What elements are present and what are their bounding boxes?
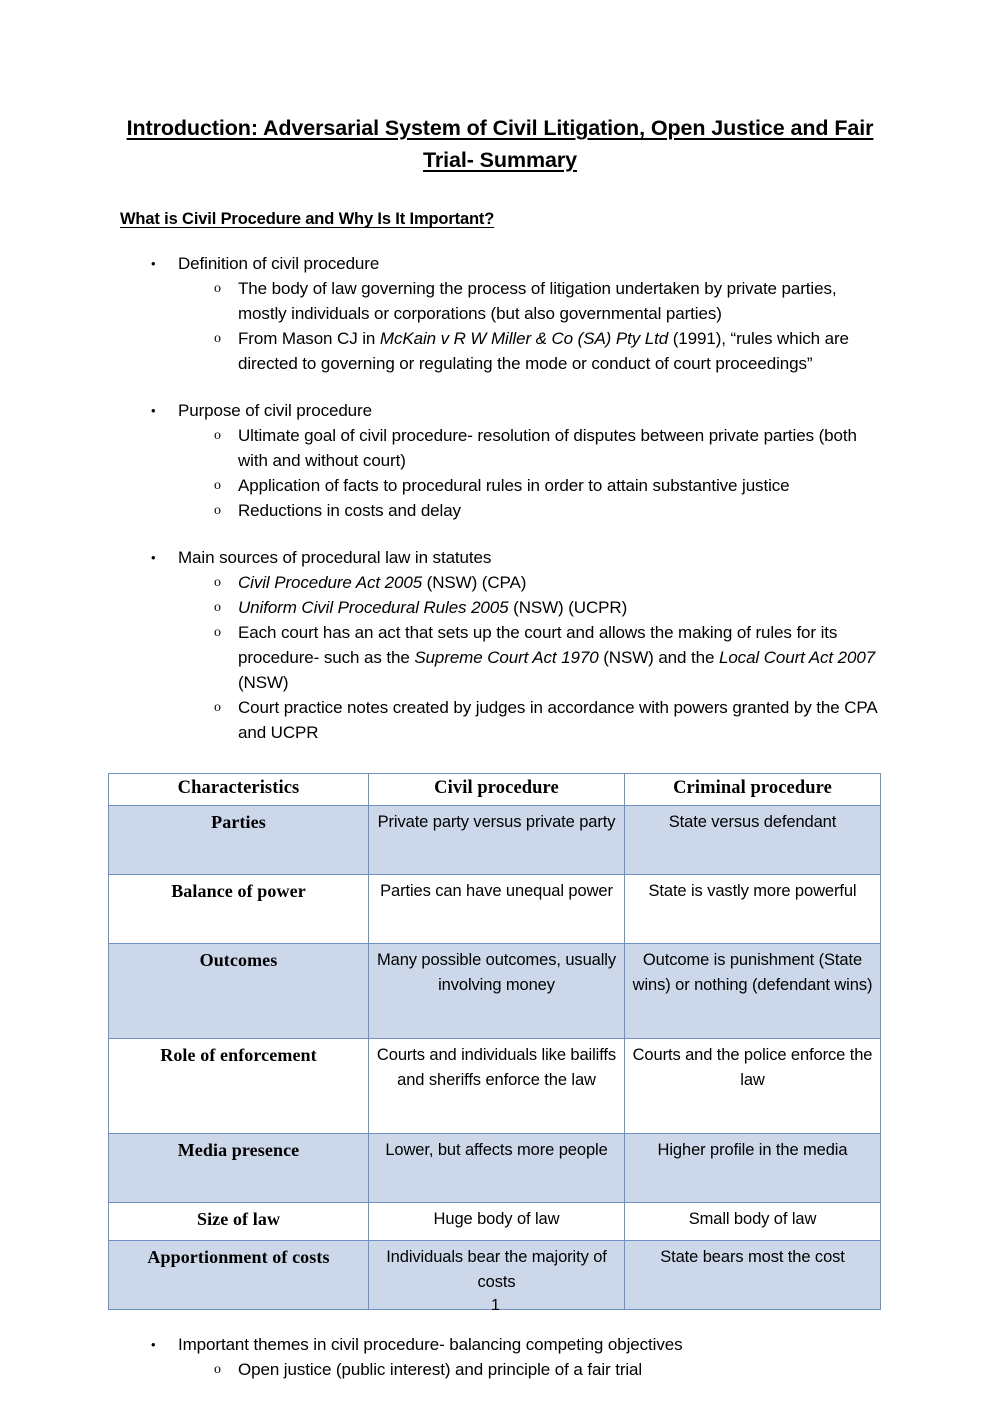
bullet-circle-icon: o	[214, 575, 221, 590]
table-cell-characteristic: Media presence	[109, 1134, 369, 1203]
bullet-level-2	[120, 498, 880, 523]
bullet-group	[120, 251, 880, 376]
table-cell-characteristic: Apportionment of costs	[109, 1241, 369, 1310]
table-cell-characteristic: Balance of power	[109, 875, 369, 944]
table-row	[109, 875, 881, 944]
bullet-level-2	[120, 326, 880, 376]
table-cell-civil: Private party versus private party	[369, 806, 625, 875]
bullet-circle-icon: o	[214, 600, 221, 615]
bullet-level-2	[120, 276, 880, 326]
bullet-level-2-text: From Mason CJ in McKain v R W Miller & Co (SA) Pty Ltd (1991), “rules which are directed to governing or regulating the mode or conduct of court proceedings”	[238, 329, 849, 373]
bullet-level-2	[120, 473, 880, 498]
bullet-dot-icon: •	[151, 403, 156, 418]
table-header-criminal: Criminal procedure	[625, 774, 881, 806]
table-cell-civil: Individuals bear the majority of costs	[369, 1241, 625, 1310]
table-cell-civil: Many possible outcomes, usually involving money	[369, 944, 625, 1039]
comparison-table	[108, 773, 881, 1310]
table-cell-criminal: Courts and the police enforce the law	[625, 1039, 881, 1134]
bullet-circle-icon: o	[214, 281, 221, 296]
table-cell-criminal: Small body of law	[625, 1203, 881, 1241]
table-cell-criminal: State versus defendant	[625, 806, 881, 875]
bullet-level-2-text: Reductions in costs and delay	[238, 501, 461, 520]
italic-citation: McKain v R W Miller & Co (SA) Pty Ltd	[379, 329, 669, 348]
bullet-level-2-text: The body of law governing the process of litigation undertaken by private parties, mostly individuals or corporations (but also governmental parties)	[238, 279, 837, 323]
bullet-level-2	[120, 695, 880, 745]
bullet-circle-icon: o	[214, 503, 221, 518]
page-number: 1	[491, 1297, 500, 1314]
bullet-dot-icon: •	[151, 256, 156, 271]
bullet-level-2-text: Each court has an act that sets up the court and allows the making of rules for its procedure- such as the Supreme Court Act 1970 (NSW) and the Local Court Act 2007 (NSW)	[238, 623, 876, 692]
bullet-level-2	[120, 1357, 880, 1382]
italic-citation: Supreme Court Act 1970	[414, 648, 599, 667]
table-row	[109, 1039, 881, 1134]
table-cell-characteristic: Role of enforcement	[109, 1039, 369, 1134]
table-cell-civil: Parties can have unequal power	[369, 875, 625, 944]
table-cell-civil: Lower, but affects more people	[369, 1134, 625, 1203]
table-row	[109, 806, 881, 875]
bullet-level-1-label: Important themes in civil procedure- balancing competing objectives	[178, 1335, 683, 1354]
bullet-circle-icon: o	[214, 625, 221, 640]
table-cell-characteristic: Size of law	[109, 1203, 369, 1241]
table-header-characteristics: Characteristics	[109, 774, 369, 806]
bullet-level-2-text: Ultimate goal of civil procedure- resolution of disputes between private parties (both with and without court)	[238, 426, 857, 470]
italic-citation: Uniform Civil Procedural Rules 2005	[238, 598, 509, 617]
bullet-group	[120, 398, 880, 523]
bullet-dot-icon: •	[151, 1337, 156, 1352]
table-cell-criminal: State bears most the cost	[625, 1241, 881, 1310]
table-header-civil: Civil procedure	[369, 774, 625, 806]
table-cell-criminal: Higher profile in the media	[625, 1134, 881, 1203]
table-row	[109, 1203, 881, 1241]
bullet-level-1	[120, 545, 880, 570]
bullet-circle-icon: o	[214, 1362, 221, 1377]
section-heading: What is Civil Procedure and Why Is It Important?	[120, 210, 495, 228]
bullet-level-2	[120, 620, 880, 695]
bullet-dot-icon: •	[151, 550, 156, 565]
bullet-level-2-text: Court practice notes created by judges in accordance with powers granted by the CPA and UCPR	[238, 698, 877, 742]
table-cell-criminal: State is vastly more powerful	[625, 875, 881, 944]
bullet-list	[120, 251, 880, 745]
bullet-level-2-text: Civil Procedure Act 2005 (NSW) (CPA)	[238, 573, 527, 592]
italic-citation: Civil Procedure Act 2005	[238, 573, 423, 592]
table-cell-criminal: Outcome is punishment (State wins) or nothing (defendant wins)	[625, 944, 881, 1039]
bullet-level-1	[120, 1332, 880, 1357]
table-cell-civil: Courts and individuals like bailiffs and sheriffs enforce the law	[369, 1039, 625, 1134]
bullet-level-2-text: Application of facts to procedural rules in order to attain substantive justice	[238, 476, 790, 495]
bullet-level-1-label: Definition of civil procedure	[178, 254, 380, 273]
bullet-circle-icon: o	[214, 478, 221, 493]
table-header-row	[109, 774, 881, 806]
bullet-group	[120, 545, 880, 745]
table-cell-civil: Huge body of law	[369, 1203, 625, 1241]
bullet-level-1-label: Purpose of civil procedure	[178, 401, 372, 420]
bullet-circle-icon: o	[214, 428, 221, 443]
document-body	[120, 112, 880, 1382]
table-row	[109, 1134, 881, 1203]
bullet-level-2-text: Uniform Civil Procedural Rules 2005 (NSW) (UCPR)	[238, 598, 628, 617]
bullet-level-2-text: Open justice (public interest) and principle of a fair trial	[238, 1360, 643, 1379]
bullet-circle-icon: o	[214, 331, 221, 346]
table-cell-characteristic: Outcomes	[109, 944, 369, 1039]
bullet-level-2	[120, 570, 880, 595]
closing-bullet-list	[120, 1332, 880, 1382]
italic-citation: Local Court Act 2007	[718, 648, 876, 667]
table-row	[109, 944, 881, 1039]
bullet-level-1	[120, 251, 880, 276]
bullet-level-2	[120, 423, 880, 473]
page-title: Introduction: Adversarial System of Civil Litigation, Open Justice and Fair Trial- Summary	[126, 116, 874, 172]
table-cell-characteristic: Parties	[109, 806, 369, 875]
bullet-level-1-label: Main sources of procedural law in statutes	[178, 548, 492, 567]
bullet-circle-icon: o	[214, 700, 221, 715]
bullet-group	[120, 1332, 880, 1382]
bullet-level-2	[120, 595, 880, 620]
bullet-level-1	[120, 398, 880, 423]
